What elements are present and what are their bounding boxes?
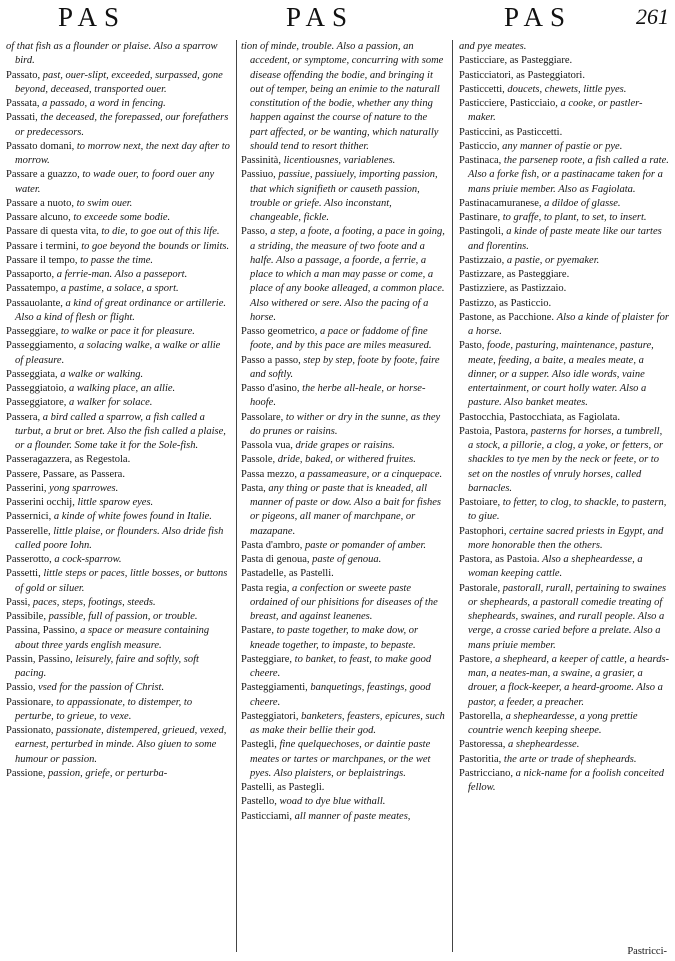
headword: Passeggiatore, [6, 397, 69, 409]
headword: Pastare, [241, 625, 277, 637]
definition: to passe the time. [80, 254, 153, 266]
dictionary-entry [459, 154, 670, 197]
dictionary-entry [6, 767, 231, 781]
dictionary-entry [459, 411, 670, 425]
dictionary-entry [459, 140, 670, 154]
definition: a walking place, an allie. [69, 383, 176, 394]
headword: Passiuo, [241, 169, 279, 181]
dictionary-entry [459, 553, 670, 582]
headword: Pastingoli, [459, 226, 507, 238]
headword: Passato, [6, 69, 43, 81]
column-rule [236, 40, 237, 952]
definition: a pastime, a solace, a sport. [60, 283, 179, 295]
headword: Passionare, [6, 696, 57, 708]
headword: Pastorella, [459, 710, 506, 722]
headword: Passeggiatoio, [6, 383, 69, 394]
definition: licentiousnes, variablenes. [283, 155, 396, 166]
definition: paste or pomander of amber. [305, 539, 427, 551]
dictionary-entry [6, 624, 231, 653]
definition: to die, to goe out of this life. [101, 226, 220, 238]
definition: a kinde of paste meate like our tartes and florentins. [468, 226, 662, 252]
headword: Pastello, [241, 796, 280, 808]
dictionary-entry [459, 54, 670, 68]
dictionary-entry [6, 610, 231, 624]
headword: Pastegli, [241, 739, 280, 751]
headword: Passauolante, [6, 297, 66, 309]
dictionary-entry [459, 582, 670, 653]
definition: little sparow eyes. [77, 497, 154, 508]
dictionary-entry [6, 567, 231, 596]
headword: Passatempo, [6, 283, 61, 295]
headword: Passati, [6, 112, 41, 124]
dictionary-entry [6, 168, 231, 197]
dictionary-entry [6, 97, 231, 111]
dictionary-entry [241, 453, 445, 467]
dictionary-entry [241, 582, 445, 625]
dictionary-entry [459, 767, 670, 796]
headword: Pastricciano, [459, 767, 516, 779]
headword: Pastelli, as Pastegli. [241, 782, 325, 793]
dictionary-entry [6, 411, 231, 454]
definition: yong sparrowes. [49, 482, 119, 494]
dictionary-entry [6, 482, 231, 496]
definition: a dildoe of glasse. [544, 197, 621, 209]
dictionary-entry [6, 325, 231, 339]
dictionary-entry [6, 40, 231, 69]
dictionary-entry [459, 254, 670, 268]
definition: a shepheard, a keeper of cattle, a heards-man, a neates-man, a swaine, a grasier, a drouer, a flock-keeper, a heard-groome. Also a pastor, a feeder, a preacher. [468, 653, 670, 708]
headword: Pastoressa, [459, 739, 508, 751]
dictionary-entry [459, 97, 670, 126]
dictionary-entry [6, 140, 231, 169]
dictionary-entry [459, 297, 670, 311]
headword: Passibile, [6, 611, 49, 622]
column-rule [452, 40, 453, 952]
headword: Pasto, [459, 340, 488, 352]
dictionary-entry [459, 525, 670, 554]
headword: Passerini, [6, 482, 50, 494]
running-head-left: PAS [58, 2, 127, 32]
dictionary-entry [6, 225, 231, 239]
headword: Passina, Passino, [6, 625, 81, 637]
definition: passionate, distempered, grieued, vexed, earnest, perturbed in minde. Also giuen to some humour or passion. [15, 725, 227, 765]
definition: vsed for the passion of Christ. [38, 682, 165, 694]
definition: little steps or paces, little bosses, or buttons of gold or siluer. [15, 568, 228, 594]
headword: Pastinacamuranese, [459, 197, 545, 209]
headword: Pasticciatori, as Pasteggiatori. [459, 69, 585, 81]
dictionary-entry [241, 411, 445, 440]
dictionary-entry [6, 211, 231, 225]
dictionary-entry [6, 297, 231, 326]
dictionary-entry [241, 154, 445, 168]
headword: Pastone, as Pacchione. [459, 311, 557, 323]
dictionary-entry [241, 781, 445, 795]
headword: Passare il tempo, [6, 254, 81, 266]
definition: a confection or sweete paste ordained of our phisitions for diseases of the breast, and against leanenes. [250, 582, 438, 622]
dictionary-entry [6, 596, 231, 610]
headword: Passole, [241, 454, 278, 466]
dictionary-entry [459, 425, 670, 496]
dictionary-entry [241, 710, 445, 739]
dictionary-entry [241, 354, 445, 383]
headword: Passaporto, [6, 269, 57, 280]
headword: Passere, Passare, as Passera. [6, 468, 125, 480]
dictionary-entry [241, 382, 445, 411]
dictionary-entry [459, 738, 670, 752]
headword: Passin, Passino, [6, 653, 76, 665]
definition: to graffe, to plant, to set, to insert. [502, 212, 647, 223]
headword: Pasta regia, [241, 582, 293, 594]
definition: to wither or dry in the sunne, as they do prunes or raisins. [250, 411, 441, 437]
definition: a passameasure, or a cinquepace. [299, 468, 443, 480]
headword: Passare alcuno, [6, 212, 74, 223]
dictionary-entry [459, 211, 670, 225]
dictionary-entry [6, 653, 231, 682]
column-middle [241, 40, 445, 952]
definition: all manner of paste meates, [294, 810, 411, 822]
headword: Pasticcetti, [459, 83, 508, 95]
headword: Pastoritia, [459, 753, 504, 765]
headword: Pasticciere, Pasticciaio, [459, 98, 561, 109]
definition: a pastie, or pyemaker. [506, 254, 600, 266]
headword: Passare i termini, [6, 240, 82, 252]
headword: Passera, [6, 411, 43, 423]
definition: a step, a foote, a footing, a pace in going, a striding, the measure of two foote and a halfe. Also a passage, a foorde, a ferrie, a place to which a man may passe or come, a place of any booke alleaged, a common place. Also withered or sere. Also the pacing of a horse. [250, 226, 445, 323]
definition: to paste together, to make dow, or kneade together, to impaste, to bepaste. [250, 625, 419, 651]
dictionary-entry [241, 738, 445, 781]
definition: fine quelquechoses, or daintie paste meates or tartes or marchpanes, or the wet pyes. Also plaisters, or beplaistrings. [250, 739, 431, 779]
headword: Passi, [6, 596, 33, 608]
headword: Pastinaca, [459, 155, 504, 166]
definition: paces, steps, footings, steeds. [32, 596, 156, 608]
definition: a shepheardesse, a yong prettie countrie wench keeping sheepe. [468, 710, 638, 736]
definition: to fetter, to clog, to shackle, to pastern, to giue. [468, 497, 667, 523]
dictionary-entry [241, 681, 445, 710]
definition: the arte or trade of shepheards. [503, 753, 637, 765]
headword: Passolare, [241, 411, 286, 423]
dictionary-entry [6, 396, 231, 410]
dictionary-entry [241, 468, 445, 482]
headword: Pasticcini, as Pasticcetti. [459, 126, 563, 138]
definition: passiue, passiuely, importing passion, that which signifieth or causeth passion, trouble or griefe. Also inconstant, changeable, fickle. [250, 169, 438, 223]
definition: certaine sacred priests in Egypt, and more honorable then the others. [468, 525, 664, 551]
headword: Passa mezzo, [241, 468, 300, 480]
definition: to appassionate, to distemper, to perturbe, to grieue, to vexe. [15, 696, 193, 722]
headword: Passare di questa vita, [6, 226, 102, 238]
headword: Passeggiamento, [6, 340, 79, 352]
running-head-center: PAS [286, 2, 355, 32]
headword: Passerini occhij, [6, 497, 78, 508]
definition: the deceased, the forepassed, our forefathers or predecessors. [15, 112, 229, 138]
column-right [459, 40, 670, 952]
definition: to banket, to feast, to make good cheere. [250, 653, 432, 679]
definition: banketers, feasters, epicures, such as make their bellie their god. [250, 710, 445, 736]
definition: woad to dye blue withall. [279, 796, 386, 808]
headword: Pastizziere, as Pastizzaio. [459, 283, 567, 295]
dictionary-entry [459, 197, 670, 211]
headword: Passo d'asino, [241, 383, 303, 394]
dictionary-entry [459, 710, 670, 739]
headword: Passare a nuoto, [6, 197, 77, 209]
definition: a space or measure containing about three yards english measure. [15, 625, 210, 651]
definition: a pace or faddome of fine foote, and by this pace are miles measured. [250, 326, 432, 352]
page-number: 261 [636, 4, 669, 29]
definition: to exceede some bodie. [73, 212, 171, 223]
dictionary-entry [459, 83, 670, 97]
definition: banquetings, feastings, good cheere. [250, 682, 431, 708]
headword: Pastizzaio, [459, 254, 507, 266]
definition: to wade ouer, to foord ouer any water. [15, 169, 215, 195]
definition: Also a kinde of plaister for a horse. [468, 311, 669, 337]
definition: to walke or pace it for pleasure. [60, 326, 195, 337]
headword: Passo, [241, 226, 271, 238]
definition: leisurely, faire and softly, soft pacing. [15, 653, 199, 679]
headword: Pastophori, [459, 525, 510, 537]
definition: any thing or paste that is kneaded, all manner of paste or dow. Also a bait for fishes or pigeons, all maner of marchpane, or mazapane. [250, 482, 441, 537]
dictionary-entry [459, 653, 670, 710]
headword: Passerotto, [6, 554, 55, 565]
dictionary-entry [6, 510, 231, 524]
dictionary-entry [459, 311, 670, 340]
definition: dride, baked, or withered fruites. [277, 454, 416, 466]
headword: Pasta, [241, 482, 269, 494]
definition: a nick-name for a foolish conceited fellow. [468, 767, 664, 793]
dictionary-entry [459, 268, 670, 282]
headword: Passo a passo, [241, 354, 304, 366]
definition: pasterns for horses, a tumbrell, a stock, a pillorie, a clog, a yoke, or fetters, or shackles to tye men by the neck or feete, or to set on the nostles of vnruly horses, called barnacles. [468, 425, 664, 494]
headword: Passetti, [6, 568, 44, 580]
definition: tion of minde, trouble. Also a passion, an accedent, or symptome, concurring with some disease offending the bodie, and bringing it out of temper, being an enimie to the naturall constitution of the bodie, whether any thing happen against the course of nature to the part affected, or be wanting, which naturally should tend to resort thither. [241, 41, 444, 152]
headword: Pastocchia, Pastocchiata, as Fagiolata. [459, 411, 620, 423]
definition: a solacing walke, a walke or allie of pleasure. [15, 340, 221, 366]
dictionary-entry [241, 810, 445, 824]
definition: to swim ouer. [76, 197, 133, 209]
dictionary-entry [6, 468, 231, 482]
dictionary-entry [241, 482, 445, 539]
definition: a passado, a word in fencing. [42, 98, 166, 109]
headword: Passinità, [241, 155, 284, 166]
definition: foode, pasturing, maintenance, pasture, meate, feeding, a baite, a meales meate, a dinner, or a supper. Also idle words, vaine entertainment, or court holly water. Also a pasture. Also banket meates. [468, 340, 654, 409]
definition: paste of genoua. [312, 554, 382, 565]
definition: the parsenep roote, a fish called a rate. Also a forke fish, or a pastinacame taken for a mans priuie member. Also as Fagiolata. [468, 155, 669, 195]
dictionary-entry [6, 696, 231, 725]
dictionary-entry [459, 69, 670, 83]
definition: to goe beyond the bounds or limits. [81, 240, 230, 252]
dictionary-entry [6, 268, 231, 282]
dictionary-entry [6, 197, 231, 211]
dictionary-entry [459, 40, 670, 54]
definition: to morrow next, the next day after to morrow. [15, 140, 230, 166]
dictionary-entry [459, 225, 670, 254]
dictionary-entry [459, 496, 670, 525]
dictionary-entry [6, 496, 231, 510]
definition: the herbe all-heale, or horse-hoofe. [250, 383, 426, 409]
catchword: Pastricci- [627, 946, 667, 957]
definition: a bird called a sparrow, a fish called a turbut, a brut or bret. Also the fish called a plaise, or a flounder. Some take it for the Sole-fish. [15, 411, 226, 451]
headword: Passione, [6, 767, 48, 779]
dictionary-entry [459, 126, 670, 140]
definition: pastorall, rurall, pertaining to swaines or shepheards, a pastorall comedie treating of shepheards, swaines, and rurall people. Also a verge, a crosse caried before a prelate. Also a mans priuie member. [468, 582, 667, 651]
dictionary-entry [6, 382, 231, 396]
dictionary-entry [241, 168, 445, 225]
definition: any manner of pastie or pye. [502, 140, 623, 152]
definition: a kinde of white fowes found in Italie. [53, 511, 212, 523]
dictionary-entry [6, 453, 231, 467]
dictionary-entry [241, 539, 445, 553]
headword: Passeggiata, [6, 368, 61, 380]
headword: Pasta d'ambro, [241, 539, 306, 551]
headword: Pasteggiatori, [241, 710, 302, 722]
headword: Pastore, [459, 653, 496, 665]
headword: Passato domani, [6, 140, 77, 152]
dictionary-entry [6, 681, 231, 695]
headword: Passio, [6, 682, 39, 694]
definition: passible, full of passion, or trouble. [48, 611, 198, 622]
dictionary-entry [241, 795, 445, 809]
definition: dride grapes or raisins. [295, 440, 395, 451]
dictionary-entry [241, 325, 445, 354]
dictionary-entry [6, 525, 231, 554]
dictionary-entry [6, 254, 231, 268]
definition: passion, griefe, or perturba- [48, 767, 168, 779]
dictionary-entry [241, 653, 445, 682]
headword: Pastora, as Pastoia. [459, 554, 543, 565]
dictionary-entry [6, 339, 231, 368]
dictionary-entry [241, 439, 445, 453]
headword: Pastoia, Pastora, [459, 425, 531, 437]
definition: of that fish as a flounder or plaise. Also a sparrow bird. [6, 41, 218, 67]
headword: Pasta di genoua, [241, 554, 313, 565]
headword: Pastorale, [459, 582, 503, 594]
definition: a cooke, or pastler-maker. [468, 98, 643, 124]
headword: Passo geometrico, [241, 326, 321, 337]
headword: Pastoiare, [459, 497, 503, 508]
definition: a kind of great ordinance or artillerie. Also a kind of flesh or flight. [15, 297, 226, 323]
column-left [6, 40, 231, 952]
dictionary-entry [6, 553, 231, 567]
headword: Passeggiare, [6, 326, 61, 337]
dictionary-entry [6, 240, 231, 254]
headword: Passionato, [6, 725, 57, 736]
dictionary-entry [459, 282, 670, 296]
dictionary-entry [6, 724, 231, 767]
definition: doucets, chewets, little pyes. [507, 83, 627, 95]
definition: little plaise, or flounders. Also dride fish called poore Iohn. [15, 525, 224, 551]
definition: and pye meates. [459, 41, 527, 52]
headword: Pasticcio, [459, 140, 503, 152]
headword: Pasteggiamenti, [241, 682, 311, 694]
headword: Passeragazzera, as Regestola. [6, 454, 131, 466]
headword: Pastinare, [459, 212, 503, 223]
headword: Pasticciare, as Pasteggiare. [459, 55, 573, 67]
definition: a walke or walking. [60, 368, 144, 380]
dictionary-entry [6, 282, 231, 296]
dictionary-entry [241, 40, 445, 154]
headword: Pasteggiare, [241, 653, 295, 665]
definition: Also a shepheardesse, a woman keeping cattle. [468, 554, 643, 580]
headword: Pastizzo, as Pasticcio. [459, 297, 552, 309]
headword: Passata, [6, 98, 43, 109]
dictionary-entry [241, 567, 445, 581]
headword: Pastizzare, as Pasteggiare. [459, 269, 570, 280]
definition: a cock-sparrow. [54, 554, 122, 565]
dictionary-entry [6, 69, 231, 98]
definition: a shepheardesse. [508, 739, 580, 751]
dictionary-entry [241, 225, 445, 325]
dictionary-entry [6, 111, 231, 140]
definition: past, ouer-slipt, exceeded, surpassed, gone beyond, deceased, transported ouer. [15, 69, 223, 95]
headword: Passerelle, [6, 525, 54, 537]
dictionary-entry [241, 624, 445, 653]
headword: Pasticciami, [241, 810, 295, 822]
dictionary-entry [459, 753, 670, 767]
definition: a ferrie-man. Also a passeport. [56, 269, 188, 280]
headword: Pastadelle, as Pastelli. [241, 568, 334, 580]
definition: step by step, foote by foote, faire and softly. [250, 354, 440, 380]
dictionary-entry [459, 339, 670, 410]
headword: Passola vua, [241, 440, 296, 451]
headword: Passernici, [6, 511, 54, 523]
dictionary-entry [241, 553, 445, 567]
running-head-right: PAS [504, 2, 573, 32]
dictionary-entry [6, 368, 231, 382]
headword: Passare a guazzo, [6, 169, 83, 181]
definition: a walker for solace. [69, 397, 153, 409]
